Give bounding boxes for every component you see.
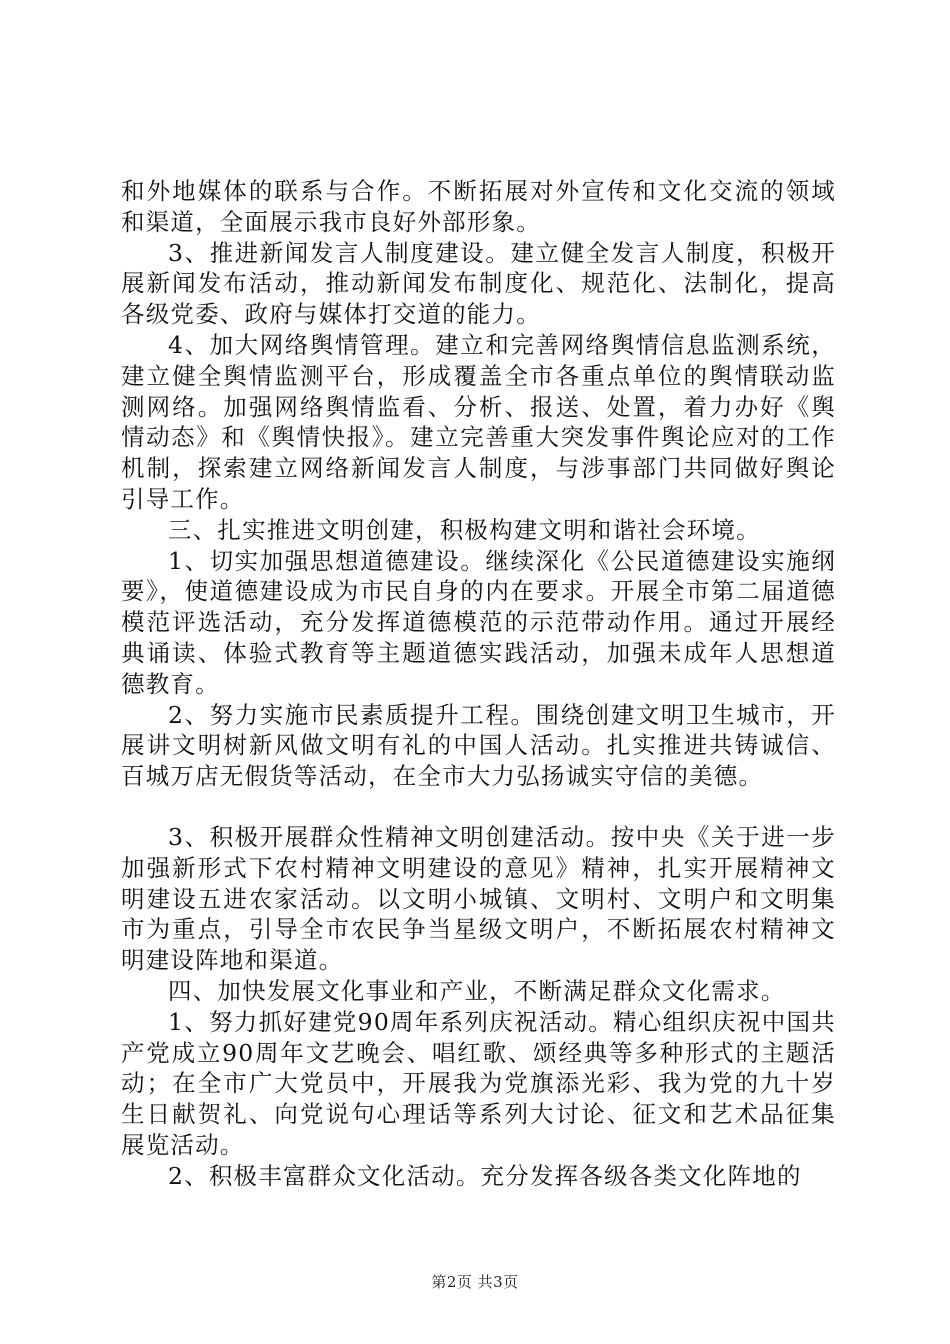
- paragraph-item-1-party-anniversary: 1、努力抓好建党90周年系列庆祝活动。精心组织庆祝中国共产党成立90周年文艺晚会、唱红歌、颂经典等多种形式的主题活动；在全市广大党员中，开展我为党旗添光彩、我为党的九十岁生日献贺礼、向党说句心理话等系列大讨论、征文和艺术品征集展览活动。: [121, 1007, 836, 1159]
- document-body: [121, 176, 836, 1192]
- paragraph-item-3-press-spokesperson: 3、推进新闻发言人制度建设。建立健全发言人制度，积极开展新闻发布活动，推动新闻发布制度化、规范化、法制化，提高各级党委、政府与媒体打交道的能力。: [121, 238, 836, 329]
- paragraph-item-3-mass-civilization: 3、积极开展群众性精神文明创建活动。按中央《关于进一步加强新形式下农村精神文明建设的意见》精神，扎实开展精神文明建设五进农家活动。以文明小城镇、文明村、文明户和文明集市为重点，引导全市农民争当星级文明户，不断拓展农村精神文明建设阵地和渠道。: [121, 822, 836, 975]
- paragraph-item-1-moral-construction: 1、切实加强思想道德建设。继续深化《公民道德建设实施纲要》，使道德建设成为市民自身的内在要求。开展全市第二届道德模范评选活动，充分发挥道德模范的示范带动作用。通过开展经典诵读、体验式教育等主题道德实践活动，加强未成年人思想道德教育。: [121, 546, 836, 698]
- page-number-footer: 第2页 共3页: [431, 1273, 519, 1291]
- paragraph-item-2-citizen-quality: 2、努力实施市民素质提升工程。围绕创建文明卫生城市，开展讲文明树新风做文明有礼的中国人活动。扎实推进共铸诚信、百城万店无假货等活动，在全市大力弘扬诚实守信的美德。: [121, 700, 836, 791]
- paragraph-continuation: 和外地媒体的联系与合作。不断拓展对外宣传和文化交流的领域和渠道，全面展示我市良好外部形象。: [121, 177, 836, 236]
- paragraph-item-2-cultural-activities: 2、积极丰富群众文化活动。充分发挥各级各类文化阵地的: [168, 1161, 802, 1190]
- section-heading-four: 四、加快发展文化事业和产业，不断满足群众文化需求。: [168, 976, 786, 1005]
- section-heading-three: 三、扎实推进文明创建，积极构建文明和谐社会环境。: [168, 515, 761, 544]
- paragraph-item-4-network-opinion: 4、加大网络舆情管理。建立和完善网络舆情信息监测系统，建立健全舆情监测平台，形成覆盖全市各重点单位的舆情联动监测网络。加强网络舆情监看、分析、报送、处置，着力办好《舆情动态》和《舆情快报》。建立完善重大突发事件舆论应对的工作机制，探索建立网络新闻发言人制度，与涉事部门共同做好舆论引导工作。: [121, 330, 836, 513]
